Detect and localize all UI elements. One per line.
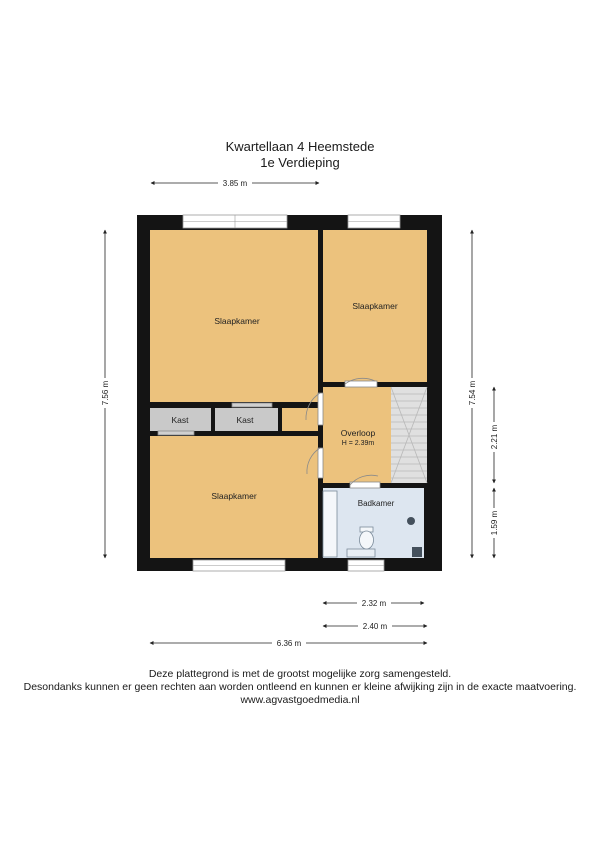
dimension-top-width: 3.85 m	[222, 179, 248, 188]
room-label-bathroom: Badkamer	[357, 499, 395, 508]
dimension-bottom-2: 2.40 m	[362, 622, 388, 631]
shower	[323, 491, 337, 557]
dimension-right-height: 7.54 m	[468, 380, 477, 406]
website-link[interactable]: www.agvastgoedmedia.nl	[240, 694, 360, 706]
plan-address: Kwartellaan 4 Heemstede	[225, 139, 375, 154]
dimension-bottom-1: 2.32 m	[361, 599, 387, 608]
dimension-left-height: 7.56 m	[101, 380, 110, 406]
sink	[347, 549, 375, 557]
disclaimer-line-2: Desondanks kunnen er geen rechten aan worden ontleend en kunnen er kleine afwijking zijn in de exacte maatvoering.	[23, 681, 577, 693]
room-label-bedroom-bottom: Slaapkamer	[211, 491, 257, 501]
room-label-bedroom-large: Slaapkamer	[214, 316, 260, 326]
drain	[407, 517, 415, 525]
disclaimer-line-1: Deze plattegrond is met de grootst mogelijke zorg samengesteld.	[148, 668, 452, 680]
dimension-bottom-total: 6.36 m	[276, 639, 302, 648]
room-label-landing: Overloop	[340, 428, 376, 438]
radiator	[412, 547, 422, 557]
plan-floor: 1e Verdieping	[260, 155, 340, 170]
room-label-closet-left: Kast	[171, 415, 189, 425]
corridor-strip	[282, 408, 318, 431]
room-label-closet-right: Kast	[236, 415, 254, 425]
dimension-right-segment-1: 2.21 m	[490, 424, 499, 450]
dimension-right-segment-2: 1.59 m	[490, 510, 499, 536]
room-label-bedroom-small: Slaapkamer	[352, 301, 398, 311]
toilet-bowl	[360, 531, 374, 549]
room-label-landing-height: H = 2.39m	[341, 440, 375, 447]
